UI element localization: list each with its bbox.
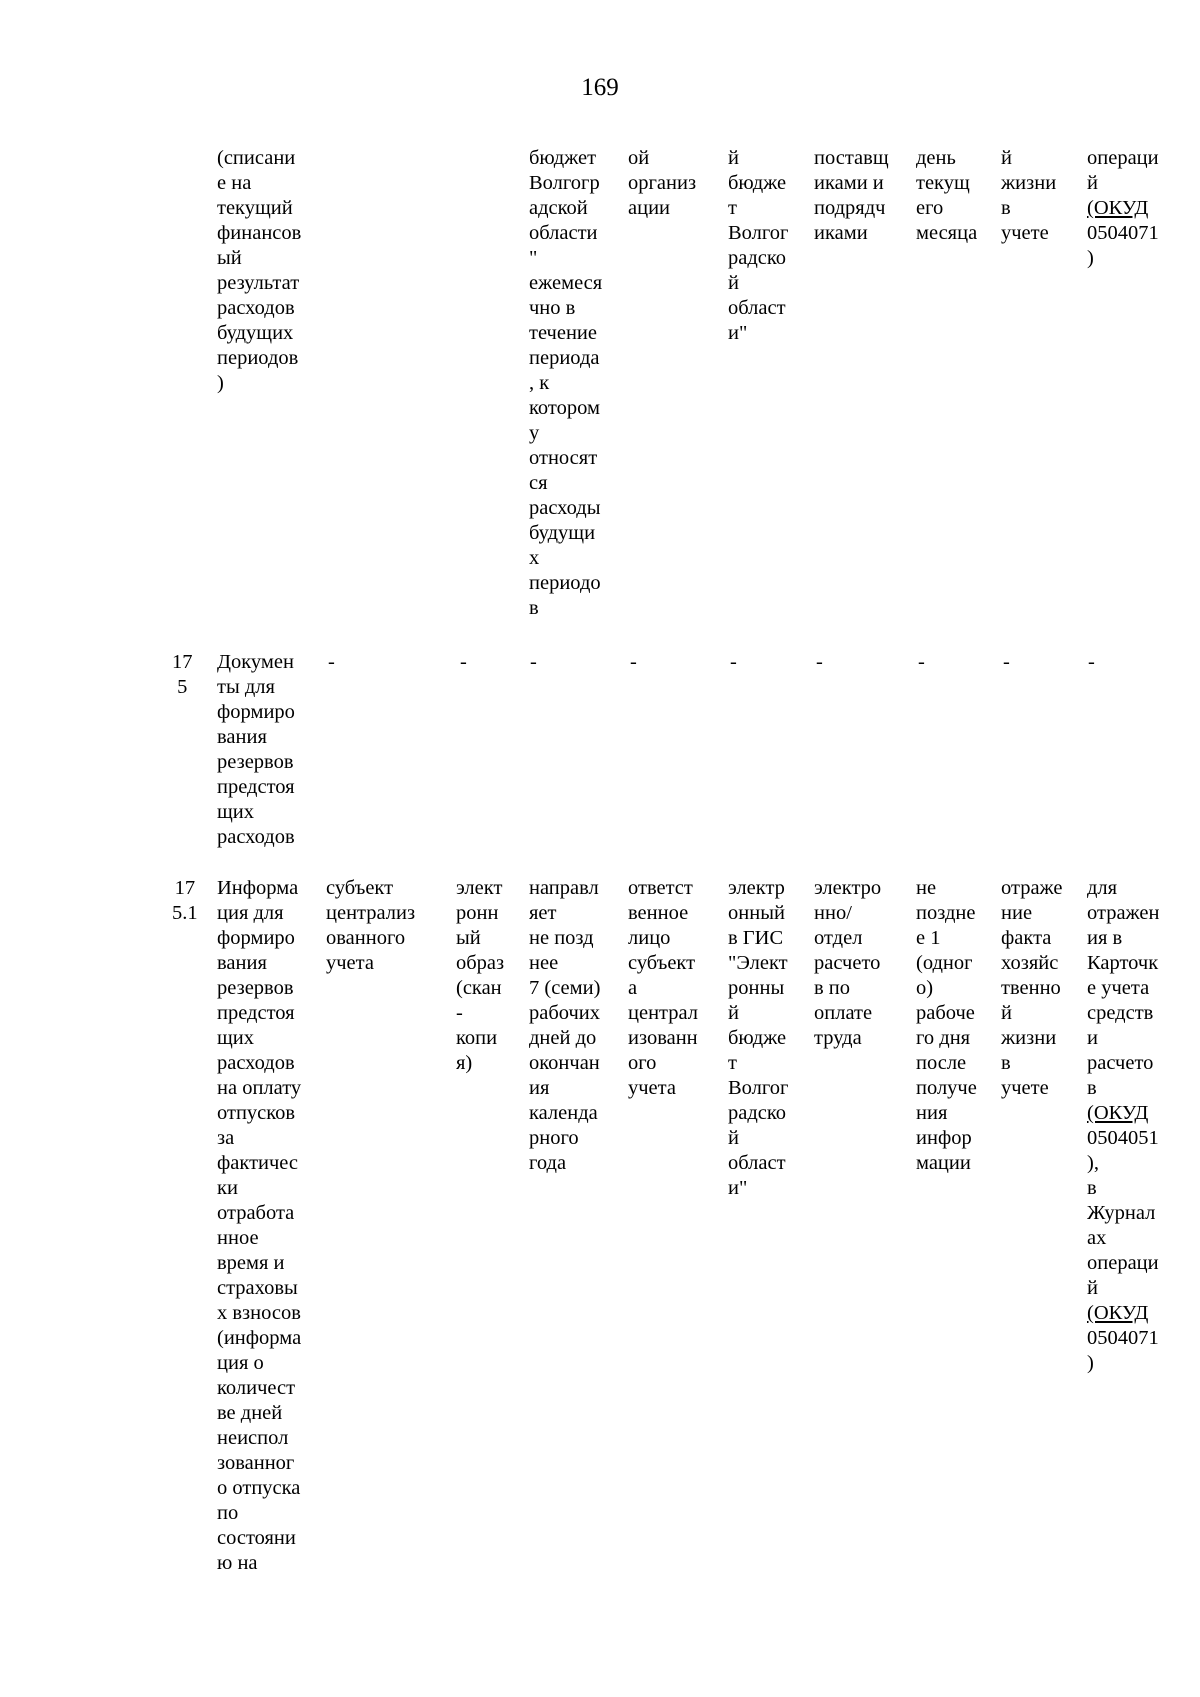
row175-1-number: 17 5.1 — [172, 877, 198, 924]
row1-purpose-text: операци й — [1087, 147, 1159, 194]
row175-1-okud-label-2: (ОКУД — [1087, 1302, 1149, 1324]
row175-dash-8: - — [1003, 651, 1010, 673]
row175-name: Докумен ты для формиро вания резервов предстоя щих расходов — [217, 651, 295, 848]
row175-dash-9: - — [1088, 651, 1095, 673]
row175-number: 17 5 — [172, 651, 193, 698]
row175-1-deadline: направл яет не позд нее 7 (семи) рабочих дней до окончан ия календа рного года — [529, 877, 601, 1174]
row175-1-purpose — [1087, 876, 1160, 1376]
row175-1-responsible: ответст венное лицо субъект а централ изованн ого учета — [628, 877, 699, 1099]
page-number: 169 — [581, 74, 619, 101]
row175-1-recipient: электро нно/ отдел расчето в по оплате труда — [814, 877, 882, 1049]
row1-deadline-cell: день текущ его месяца — [916, 147, 978, 244]
row175-1-format: элект ронн ый образ (скан - копи я) — [456, 877, 505, 1074]
row175-1-okud-label-1: (ОКУД — [1087, 1102, 1149, 1124]
row175-1-subject: субъект централиз ованного учета — [326, 877, 416, 974]
row1-okud-code: 0504071 ) — [1087, 222, 1159, 269]
row175-dash-6: - — [816, 651, 823, 673]
row1-system-cell: й бюдже т Волгог радско й област и" — [728, 147, 789, 344]
row1-okud-label: (ОКУД — [1087, 197, 1149, 219]
row175-dash-2: - — [460, 651, 467, 673]
row1-period-cell: бюджет Волгогр адской области " ежемеся чно в течение периода , к котором у относят ся расходы будущи х периодо в — [529, 147, 603, 619]
row175-1-okud-code-1: 0504051 ), в Журнал ах операци й — [1087, 1127, 1159, 1299]
row175-1-name: Информа ция для формиро вания резервов предстоя щих расходов на оплату отпусков за фактичес ки отработа нное время и страховы х взносов (информа ция о количест ве дней неиспол зованног о отпуска по состояни ю на — [217, 877, 302, 1574]
row175-dash-3: - — [530, 651, 537, 673]
row175-1-system: электр онный в ГИС "Элект ронны й бюдже т Волгог радско й област и" — [728, 877, 789, 1199]
row175-dash-4: - — [630, 651, 637, 673]
row175-1-reflection: отраже ние факта хозяйс твенно й жизни в учете — [1001, 877, 1063, 1099]
row175-1-purpose-text: для отражен ия в Карточк е учета средств и расчето в — [1087, 877, 1160, 1099]
row1-name-cell: (списани е на текущий финансов ый результат расходов будущих периодов ) — [217, 147, 302, 394]
row175-dash-7: - — [918, 651, 925, 673]
row175-1-okud-code-2: 0504071 ) — [1087, 1327, 1159, 1374]
row1-suppliers-cell: поставщ иками и подрядч иками — [814, 147, 889, 244]
row1-organization-cell: ой организ ации — [628, 147, 697, 219]
row1-reflection-cell: й жизни в учете — [1001, 147, 1057, 244]
row175-1-timing: не поздне е 1 (одног о) рабоче го дня после получе ния инфор мации — [916, 877, 977, 1174]
row1-purpose-cell — [1087, 146, 1159, 271]
row175-dash-5: - — [730, 651, 737, 673]
row175-dash-1: - — [328, 651, 335, 673]
